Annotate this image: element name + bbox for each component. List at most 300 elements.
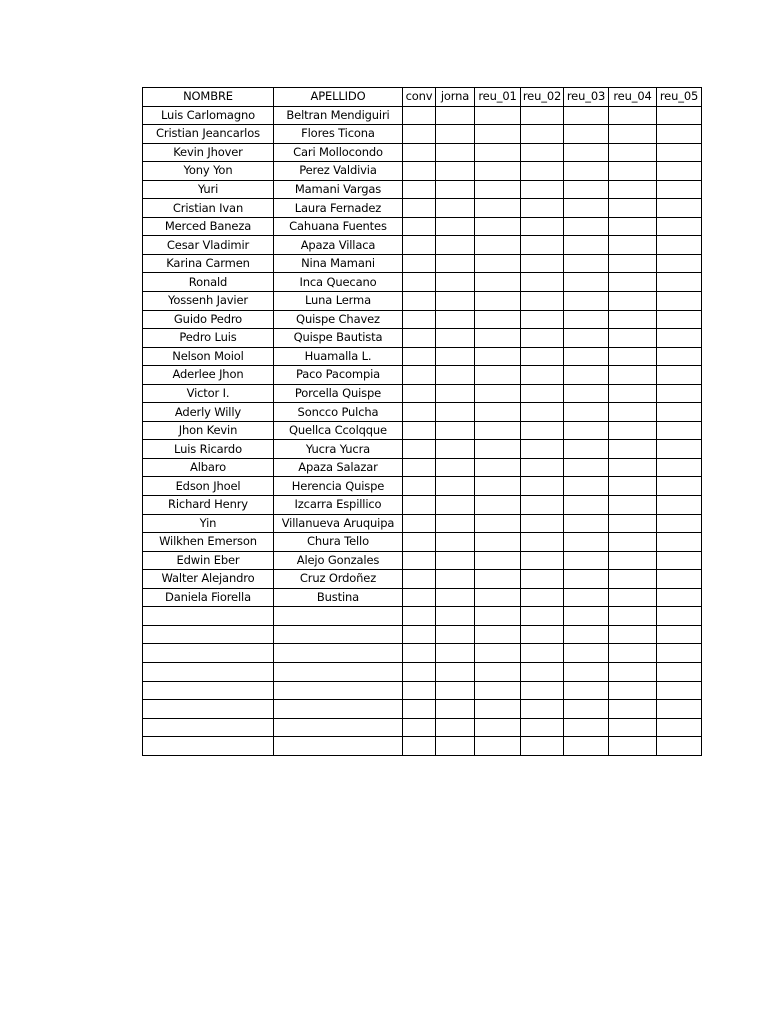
attendance-cell [475,217,521,236]
column-header: reu_02 [521,88,564,107]
empty-row [143,718,702,737]
last-name-cell: Flores Ticona [274,125,403,144]
attendance-cell [609,236,657,255]
empty-row [143,625,702,644]
empty-cell [609,737,657,756]
attendance-cell [564,440,609,459]
table-row [143,551,702,570]
attendance-cell [564,496,609,515]
attendance-cell [609,347,657,366]
attendance-cell [475,477,521,496]
attendance-cell [657,366,702,385]
first-name-cell: Kevin Jhover [143,143,274,162]
attendance-cell [436,588,475,607]
table-row [143,310,702,329]
attendance-cell [609,329,657,348]
attendance-cell [475,125,521,144]
attendance-cell [521,273,564,292]
table-row [143,292,702,311]
attendance-cell [475,347,521,366]
column-header: APELLIDO [274,88,403,107]
attendance-cell [436,570,475,589]
attendance-cell [403,440,436,459]
table-row [143,514,702,533]
column-header: conv [403,88,436,107]
attendance-cell [436,533,475,552]
table-row [143,570,702,589]
first-name-cell: Yin [143,514,274,533]
empty-cell [143,718,274,737]
attendance-cell [609,106,657,125]
attendance-cell [475,551,521,570]
attendance-cell [521,162,564,181]
empty-cell [274,737,403,756]
first-name-cell: Edson Jhoel [143,477,274,496]
last-name-cell: Inca Quecano [274,273,403,292]
attendance-cell [436,403,475,422]
empty-cell [609,681,657,700]
table-row [143,440,702,459]
empty-cell [403,644,436,663]
attendance-cell [475,292,521,311]
column-header: reu_01 [475,88,521,107]
attendance-cell [403,477,436,496]
attendance-cell [657,347,702,366]
first-name-cell: Aderlee Jhon [143,366,274,385]
attendance-cell [521,403,564,422]
attendance-cell [475,496,521,515]
attendance-cell [564,162,609,181]
empty-cell [436,662,475,681]
table-row [143,347,702,366]
last-name-cell: Alejo Gonzales [274,551,403,570]
attendance-cell [609,125,657,144]
attendance-cell [521,366,564,385]
attendance-cell [436,421,475,440]
empty-cell [609,700,657,719]
attendance-cell [657,440,702,459]
attendance-cell [403,329,436,348]
empty-cell [521,681,564,700]
empty-cell [436,625,475,644]
empty-cell [475,607,521,626]
empty-cell [475,718,521,737]
attendance-cell [436,310,475,329]
attendance-cell [521,236,564,255]
empty-cell [475,700,521,719]
attendance-cell [475,143,521,162]
attendance-cell [564,514,609,533]
attendance-cell [609,421,657,440]
attendance-cell [564,180,609,199]
attendance-cell [609,477,657,496]
empty-row [143,607,702,626]
table-row [143,236,702,255]
empty-cell [436,737,475,756]
last-name-cell: Huamalla L. [274,347,403,366]
attendance-cell [475,514,521,533]
attendance-cell [403,588,436,607]
table-row [143,533,702,552]
empty-row [143,662,702,681]
empty-cell [143,681,274,700]
empty-cell [521,607,564,626]
empty-cell [143,644,274,663]
empty-cell [657,644,702,663]
first-name-cell: Edwin Eber [143,551,274,570]
attendance-cell [403,366,436,385]
attendance-cell [521,477,564,496]
last-name-cell: Laura Fernadez [274,199,403,218]
attendance-cell [436,125,475,144]
attendance-cell [609,570,657,589]
attendance-cell [475,533,521,552]
attendance-cell [436,477,475,496]
column-header: jorna [436,88,475,107]
first-name-cell: Daniela Fiorella [143,588,274,607]
attendance-cell [403,496,436,515]
attendance-cell [521,310,564,329]
attendance-cell [609,533,657,552]
attendance-cell [657,236,702,255]
empty-cell [564,700,609,719]
attendance-cell [657,570,702,589]
attendance-cell [403,347,436,366]
attendance-cell [521,440,564,459]
last-name-cell: Cahuana Fuentes [274,217,403,236]
attendance-cell [564,310,609,329]
attendance-cell [521,514,564,533]
attendance-cell [521,458,564,477]
attendance-cell [436,162,475,181]
table-row [143,143,702,162]
attendance-cell [475,106,521,125]
attendance-cell [475,162,521,181]
attendance-cell [564,106,609,125]
empty-cell [609,644,657,663]
last-name-cell: Quispe Bautista [274,329,403,348]
header-row [143,88,702,107]
attendance-cell [657,403,702,422]
attendance-cell [436,236,475,255]
empty-cell [274,718,403,737]
first-name-cell: Wilkhen Emerson [143,533,274,552]
attendance-cell [403,125,436,144]
table-body [143,88,702,756]
attendance-cell [521,125,564,144]
attendance-cell [609,254,657,273]
empty-cell [274,681,403,700]
table-row [143,329,702,348]
attendance-cell [657,551,702,570]
table-row [143,421,702,440]
attendance-cell [609,514,657,533]
attendance-cell [436,551,475,570]
attendance-cell [403,533,436,552]
last-name-cell: Chura Tello [274,533,403,552]
table-row [143,125,702,144]
attendance-cell [475,329,521,348]
attendance-cell [657,477,702,496]
attendance-cell [609,199,657,218]
attendance-cell [521,254,564,273]
attendance-cell [564,588,609,607]
last-name-cell: Apaza Villaca [274,236,403,255]
attendance-cell [657,199,702,218]
last-name-cell: Bustina [274,588,403,607]
empty-cell [657,625,702,644]
attendance-cell [436,514,475,533]
last-name-cell: Luna Lerma [274,292,403,311]
attendance-cell [609,440,657,459]
table-row [143,458,702,477]
empty-cell [143,662,274,681]
empty-cell [564,718,609,737]
first-name-cell: Albaro [143,458,274,477]
empty-cell [436,700,475,719]
table-row [143,384,702,403]
empty-cell [436,718,475,737]
empty-cell [564,625,609,644]
attendance-cell [564,347,609,366]
attendance-cell [657,162,702,181]
attendance-cell [436,458,475,477]
column-header: reu_03 [564,88,609,107]
empty-cell [475,625,521,644]
empty-row [143,737,702,756]
attendance-cell [564,125,609,144]
attendance-cell [521,180,564,199]
attendance-cell [403,236,436,255]
attendance-cell [564,236,609,255]
table-row [143,273,702,292]
attendance-cell [609,496,657,515]
empty-cell [143,607,274,626]
attendance-cell [436,366,475,385]
table-row [143,403,702,422]
attendance-cell [403,106,436,125]
last-name-cell: Yucra Yucra [274,440,403,459]
attendance-cell [403,384,436,403]
attendance-cell [436,106,475,125]
attendance-cell [521,384,564,403]
empty-cell [521,625,564,644]
attendance-cell [564,254,609,273]
last-name-cell: Cari Mollocondo [274,143,403,162]
attendance-cell [609,458,657,477]
attendance-cell [564,384,609,403]
first-name-cell: Yossenh Javier [143,292,274,311]
empty-cell [274,607,403,626]
empty-cell [521,662,564,681]
empty-cell [403,681,436,700]
empty-row [143,700,702,719]
attendance-cell [403,217,436,236]
attendance-cell [657,217,702,236]
attendance-cell [521,551,564,570]
empty-cell [475,681,521,700]
empty-cell [403,718,436,737]
attendance-cell [521,329,564,348]
first-name-cell: Victor I. [143,384,274,403]
table-row [143,180,702,199]
empty-cell [274,625,403,644]
attendance-cell [657,310,702,329]
attendance-cell [475,440,521,459]
attendance-cell [657,125,702,144]
last-name-cell: Soncco Pulcha [274,403,403,422]
attendance-cell [657,273,702,292]
attendance-cell [521,588,564,607]
last-name-cell: Nina Mamani [274,254,403,273]
attendance-cell [564,199,609,218]
attendance-cell [609,384,657,403]
attendance-table [142,87,702,756]
attendance-cell [436,496,475,515]
first-name-cell: Luis Ricardo [143,440,274,459]
attendance-cell [436,217,475,236]
attendance-cell [475,236,521,255]
attendance-cell [475,310,521,329]
attendance-cell [436,384,475,403]
attendance-cell [521,106,564,125]
empty-row [143,644,702,663]
empty-cell [564,644,609,663]
attendance-cell [403,514,436,533]
attendance-cell [475,588,521,607]
empty-cell [657,662,702,681]
attendance-cell [403,180,436,199]
attendance-cell [564,143,609,162]
attendance-cell [657,533,702,552]
first-name-cell: Ronald [143,273,274,292]
attendance-cell [436,254,475,273]
attendance-cell [657,292,702,311]
attendance-cell [521,421,564,440]
table-row [143,254,702,273]
empty-cell [564,681,609,700]
attendance-cell [475,199,521,218]
empty-cell [609,662,657,681]
empty-cell [274,644,403,663]
last-name-cell: Herencia Quispe [274,477,403,496]
empty-cell [475,662,521,681]
attendance-cell [657,588,702,607]
empty-cell [436,607,475,626]
attendance-cell [521,533,564,552]
column-header: reu_05 [657,88,702,107]
empty-cell [475,737,521,756]
attendance-cell [436,440,475,459]
table-row [143,106,702,125]
last-name-cell: Villanueva Aruquipa [274,514,403,533]
empty-cell [657,681,702,700]
attendance-cell [564,421,609,440]
empty-cell [521,700,564,719]
attendance-cell [403,421,436,440]
empty-cell [274,662,403,681]
attendance-cell [609,143,657,162]
last-name-cell: Apaza Salazar [274,458,403,477]
attendance-cell [609,551,657,570]
empty-cell [436,644,475,663]
attendance-cell [657,180,702,199]
attendance-cell [657,106,702,125]
table-row [143,199,702,218]
attendance-cell [403,143,436,162]
attendance-cell [436,292,475,311]
empty-cell [564,737,609,756]
last-name-cell: Paco Pacompia [274,366,403,385]
empty-cell [436,681,475,700]
first-name-cell: Cristian Jeancarlos [143,125,274,144]
last-name-cell: Izcarra Espillico [274,496,403,515]
empty-cell [521,737,564,756]
table-row [143,496,702,515]
empty-cell [564,662,609,681]
attendance-cell [436,143,475,162]
last-name-cell: Beltran Mendiguiri [274,106,403,125]
empty-cell [403,607,436,626]
empty-cell [564,607,609,626]
attendance-cell [436,329,475,348]
first-name-cell: Nelson Moiol [143,347,274,366]
first-name-cell: Cristian Ivan [143,199,274,218]
attendance-cell [609,162,657,181]
empty-cell [609,607,657,626]
attendance-cell [657,458,702,477]
attendance-cell [475,570,521,589]
attendance-cell [403,199,436,218]
first-name-cell: Guido Pedro [143,310,274,329]
attendance-cell [609,588,657,607]
attendance-cell [564,329,609,348]
attendance-cell [564,570,609,589]
attendance-cell [564,551,609,570]
first-name-cell: Yony Yon [143,162,274,181]
attendance-cell [475,273,521,292]
attendance-cell [564,403,609,422]
attendance-cell [657,421,702,440]
column-header: reu_04 [609,88,657,107]
attendance-cell [609,403,657,422]
empty-cell [143,625,274,644]
table-row [143,477,702,496]
first-name-cell: Pedro Luis [143,329,274,348]
attendance-cell [403,458,436,477]
attendance-cell [403,551,436,570]
attendance-cell [657,254,702,273]
empty-cell [521,718,564,737]
attendance-cell [521,347,564,366]
first-name-cell: Aderly Willy [143,403,274,422]
attendance-cell [475,254,521,273]
attendance-cell [609,366,657,385]
first-name-cell: Richard Henry [143,496,274,515]
attendance-cell [609,217,657,236]
empty-cell [274,700,403,719]
attendance-cell [475,403,521,422]
first-name-cell: Karina Carmen [143,254,274,273]
attendance-cell [521,292,564,311]
first-name-cell: Luis Carlomagno [143,106,274,125]
last-name-cell: Mamani Vargas [274,180,403,199]
attendance-cell [521,217,564,236]
last-name-cell: Quellca Ccolqque [274,421,403,440]
attendance-cell [564,217,609,236]
attendance-cell [475,180,521,199]
attendance-cell [657,143,702,162]
